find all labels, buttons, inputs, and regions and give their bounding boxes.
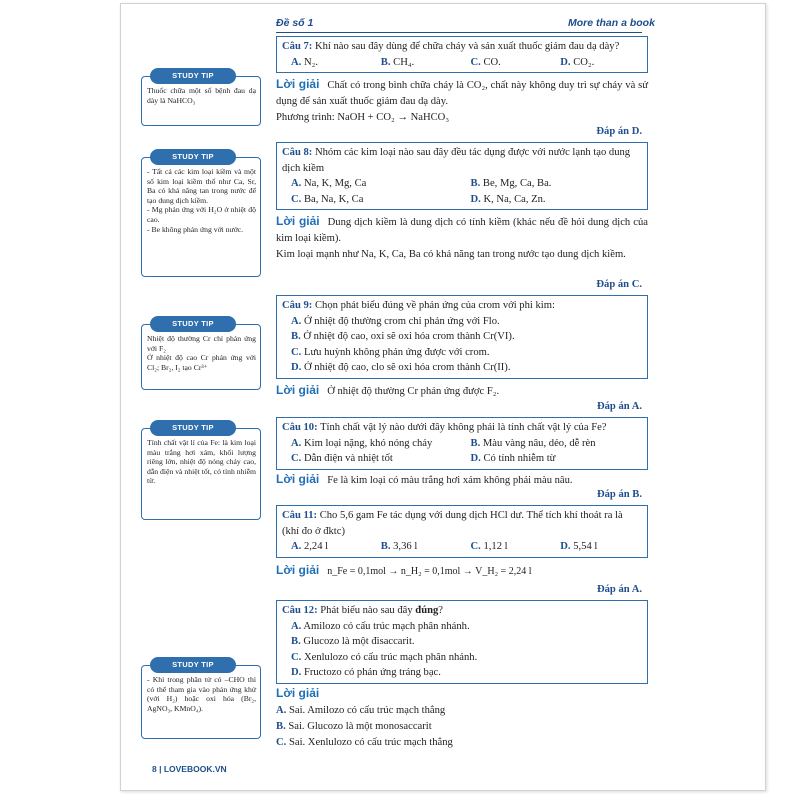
option-text: Kim loại nặng, khó nóng chảy [303, 437, 433, 449]
solution-11 [276, 562, 648, 580]
solution-formula: n_Fe = 0,1mol → n_H₂ = 0,1mol → V_H₂ = 2,24 l [327, 566, 532, 577]
question-10-text: Tính chất vật lý nào dưới đây không phải là tính chất vật lý của Fe? [320, 422, 607, 433]
question-8-number: Câu 8: [282, 147, 313, 158]
option-text: Na, K, Mg, Ca [303, 178, 367, 189]
option-text: N₂. [303, 56, 318, 68]
option-label: B. [380, 56, 391, 68]
option-label: C. [470, 541, 481, 552]
option-label: D. [291, 362, 302, 373]
option-c[interactable] [462, 55, 552, 71]
option-label: A. [291, 178, 302, 189]
option-a[interactable] [282, 314, 641, 330]
study-tip-text: - Tất cả các kim loại kiềm và một số kim loại kiềm thổ như Ca, Sr, Ba có khả năng tan trong nước để tạo dung dịch kiềm. [147, 167, 256, 205]
option-a[interactable] [282, 539, 372, 555]
question-7-stem [282, 39, 641, 55]
solution-text: Fe là kim loại có màu trắng hơi xám không phải màu nâu. [327, 475, 573, 486]
study-tip-text: Ở nhiệt độ cao Cr phản ứng với Cl₂; Br₂, I₂ tạo Cr³⁺ [147, 353, 256, 372]
study-tip-text: Nhiệt độ thường Cr chỉ phản ứng với F₂ [147, 334, 256, 353]
option-text: 5,54 l [573, 541, 598, 552]
option-label: C. [291, 453, 302, 464]
question-8-box [276, 142, 648, 210]
option-label: D. [560, 541, 571, 552]
study-tip-title-3: STUDY TIP [150, 316, 236, 332]
option-text: Xenlulozo có cấu trúc mạch phân nhánh. [303, 651, 478, 663]
solution-item-label: C. [276, 737, 287, 748]
option-label: C. [470, 56, 481, 68]
option-text: Màu vàng nâu, dẻo, dễ rèn [482, 437, 596, 449]
question-10-box [276, 417, 648, 470]
answer-9: Đáp án A. [596, 401, 642, 412]
solution-item-label: A. [276, 705, 287, 716]
option-label: B. [380, 541, 391, 552]
question-11-text: Cho 5,6 gam Fe tác dụng với dung dịch HCl dư. Thể tích khí thoát ra là (khí đo ở đktc) [282, 510, 623, 537]
option-a[interactable] [282, 436, 462, 452]
option-text: Fructozo có phản ứng tráng bạc. [303, 667, 441, 678]
question-11-options [282, 539, 641, 555]
study-tip-title-5: STUDY TIP [150, 657, 236, 673]
solution-label: Lời giải [276, 563, 320, 577]
option-text: Ở nhiệt độ thường crom chỉ phản ứng với Flo. [303, 315, 500, 327]
solution-label: Lời giải [276, 77, 320, 91]
study-tip-box-2 [141, 157, 261, 277]
option-c[interactable] [282, 192, 462, 208]
question-10-stem [282, 420, 641, 436]
option-text: CO. [483, 56, 501, 68]
study-tip-title-2: STUDY TIP [150, 149, 236, 165]
option-a[interactable] [282, 55, 372, 71]
option-text: CH₄. [393, 56, 415, 68]
option-label: D. [291, 667, 302, 678]
question-8-stem [282, 145, 641, 176]
question-7-text: Khí nào sau đây dùng để chữa cháy và sản xuất thuốc giảm đau dạ dày? [314, 41, 620, 52]
solution-label: Lời giải [276, 472, 320, 486]
option-text: 2,24 l [303, 541, 329, 552]
header-exam-title: Đề số 1 [276, 17, 314, 29]
option-d[interactable] [462, 192, 642, 208]
study-tip-box-3 [141, 324, 261, 390]
study-tip-box-4 [141, 428, 261, 520]
solution-item-text: Sai. Glucozo là một monosaccarit [288, 721, 432, 732]
question-12-text-end: ? [438, 605, 443, 616]
solution-item-text: Sai. Xenlulozo có cấu trúc mạch thẳng [288, 737, 453, 748]
option-b[interactable] [282, 634, 641, 650]
option-text: Ở nhiệt độ cao, oxi sẽ oxi hóa crom thành Cr(VI). [303, 331, 515, 342]
question-10-options [282, 436, 641, 467]
question-11-stem [282, 508, 641, 539]
study-tip-title-4: STUDY TIP [150, 420, 236, 436]
option-text: CO₂. [573, 56, 595, 68]
study-tip-text: Tính chất vật lí của Fe: là kim loại màu trắng hơi xám, khối lượng riêng lớn, nhiệt độ nóng chảy cao, dẫn điện và nhiệt tốt, có tính nhiễm từ. [147, 438, 256, 486]
answer-8: Đáp án C. [596, 279, 642, 290]
solution-12 [276, 685, 648, 751]
option-c[interactable] [282, 451, 462, 467]
option-d[interactable] [551, 55, 641, 71]
option-c[interactable] [462, 539, 552, 555]
solution-label: Lời giải [276, 214, 320, 228]
study-tip-text: - Khi trong phân tử có –CHO thì có thể tham gia vào phản ứng khử (với H₂) hoặc oxi hóa (Br₂, AgNO₃, KMnO₄). [147, 675, 256, 713]
question-8-options [282, 176, 641, 207]
header-rule [276, 32, 642, 33]
solution-label: Lời giải [276, 383, 320, 397]
question-7-options [282, 55, 641, 71]
question-9-options [282, 314, 641, 376]
option-text: Be, Mg, Ca, Ba. [482, 178, 552, 189]
study-tip-box-5 [141, 665, 261, 739]
option-d[interactable] [462, 451, 642, 467]
question-9-box [276, 295, 648, 379]
option-c[interactable] [282, 345, 641, 361]
study-tip-text: - Mg phản ứng với H₂O ở nhiệt độ cao. [147, 205, 256, 224]
option-b[interactable] [372, 539, 462, 555]
option-text: 1,12 l [483, 541, 508, 552]
question-9-text: Chọn phát biểu đúng về phản ứng của crom với phi kim: [314, 300, 555, 311]
solution-text: Ở nhiệt độ thường Cr phản ứng được F₂. [327, 386, 500, 397]
option-label: B. [291, 331, 301, 342]
question-12-emphasis: đúng [415, 605, 439, 616]
option-text: 3,36 l [393, 541, 418, 552]
study-tip-title-1: STUDY TIP [150, 68, 236, 84]
option-label: A. [291, 56, 302, 68]
option-b[interactable] [372, 55, 462, 71]
option-label: C. [291, 346, 302, 358]
question-8-text: Nhóm các kim loại nào sau đây đều tác dụng được với nước lạnh tạo dung dịch kiềm [282, 147, 631, 174]
option-label: B. [291, 636, 301, 647]
option-text: Ba, Na, K, Ca [303, 193, 364, 205]
option-c[interactable] [282, 650, 641, 666]
study-tip-text: - Be không phản ứng với nước. [147, 224, 244, 234]
option-d[interactable] [282, 360, 641, 376]
study-tip-text: Thuốc chữa một số bệnh đau dạ dày là NaHCO₃ [147, 86, 256, 105]
question-11-number: Câu 11: [282, 510, 318, 521]
option-b[interactable] [462, 436, 642, 452]
question-7-box [276, 36, 648, 73]
solution-item-text: Sai. Amilozo có cấu trúc mạch thẳng [288, 705, 446, 716]
solution-label: Lời giải [276, 686, 320, 700]
question-9-stem [282, 298, 641, 314]
question-7-number: Câu 7: [282, 41, 313, 52]
question-12-stem [282, 603, 641, 619]
option-label: A. [291, 541, 302, 552]
option-text: Amilozo có cấu trúc mạch phân nhánh. [303, 620, 470, 632]
answer-7: Đáp án D. [596, 126, 642, 137]
solution-7 [276, 76, 648, 126]
option-text: Lưu huỳnh không phản ứng được với crom. [303, 346, 490, 358]
option-b[interactable] [282, 329, 641, 345]
option-label: B. [470, 437, 481, 449]
option-b[interactable] [462, 176, 642, 192]
option-text: Có tính nhiễm từ [483, 453, 556, 464]
question-12-text: Phát biểu nào sau đây [320, 605, 416, 616]
answer-10: Đáp án B. [596, 489, 642, 500]
solution-10 [276, 471, 648, 489]
option-label: B. [470, 178, 481, 189]
option-text: Dẫn điện và nhiệt tốt [303, 453, 393, 464]
option-label: A. [291, 437, 302, 449]
solution-item-label: B. [276, 721, 286, 732]
option-label: D. [470, 453, 481, 464]
solution-text: Kim loại mạnh như Na, K, Ca, Ba có khả năng tan trong nước tạo dung dịch kiềm. [276, 249, 626, 260]
question-9-number: Câu 9: [282, 300, 313, 311]
question-12-number: Câu 12: [282, 605, 318, 616]
option-label: C. [291, 193, 302, 205]
option-text: K, Na, Ca, Zn. [483, 193, 546, 205]
option-text: Ở nhiệt độ cao, clo sẽ oxi hóa crom thành Cr(II). [303, 362, 511, 373]
option-label: C. [291, 651, 302, 663]
option-label: A. [291, 315, 302, 327]
option-label: D. [560, 56, 571, 68]
header-slogan: More than a book [568, 17, 655, 29]
solution-8 [276, 213, 648, 263]
option-a[interactable] [282, 619, 641, 635]
solution-equation: Phương trình: NaOH + CO₂ → NaHCO₃ [276, 112, 450, 123]
question-11-box [276, 505, 648, 558]
question-10-number: Câu 10: [282, 422, 318, 433]
option-d[interactable] [282, 665, 641, 681]
solution-text: Chất có trong bình chữa cháy là CO₂, chất này không duy trì sự cháy và sử dụng để sản xuất thuốc giảm đau dạ dày. [276, 80, 648, 107]
question-12-box [276, 600, 648, 684]
option-a[interactable] [282, 176, 462, 192]
option-d[interactable] [551, 539, 641, 555]
answer-11: Đáp án A. [596, 584, 642, 595]
page-footer: 8 | LOVEBOOK.VN [152, 764, 227, 774]
option-text: Glucozo là một đisaccarit. [303, 636, 415, 647]
solution-text: Dung dịch kiềm là dung dịch có tính kiềm (khác nếu đề hỏi dung dịch của kim loại kiềm). [276, 217, 648, 244]
solution-9 [276, 382, 648, 400]
question-12-options [282, 619, 641, 681]
option-label: A. [291, 620, 302, 632]
option-label: D. [470, 193, 481, 205]
